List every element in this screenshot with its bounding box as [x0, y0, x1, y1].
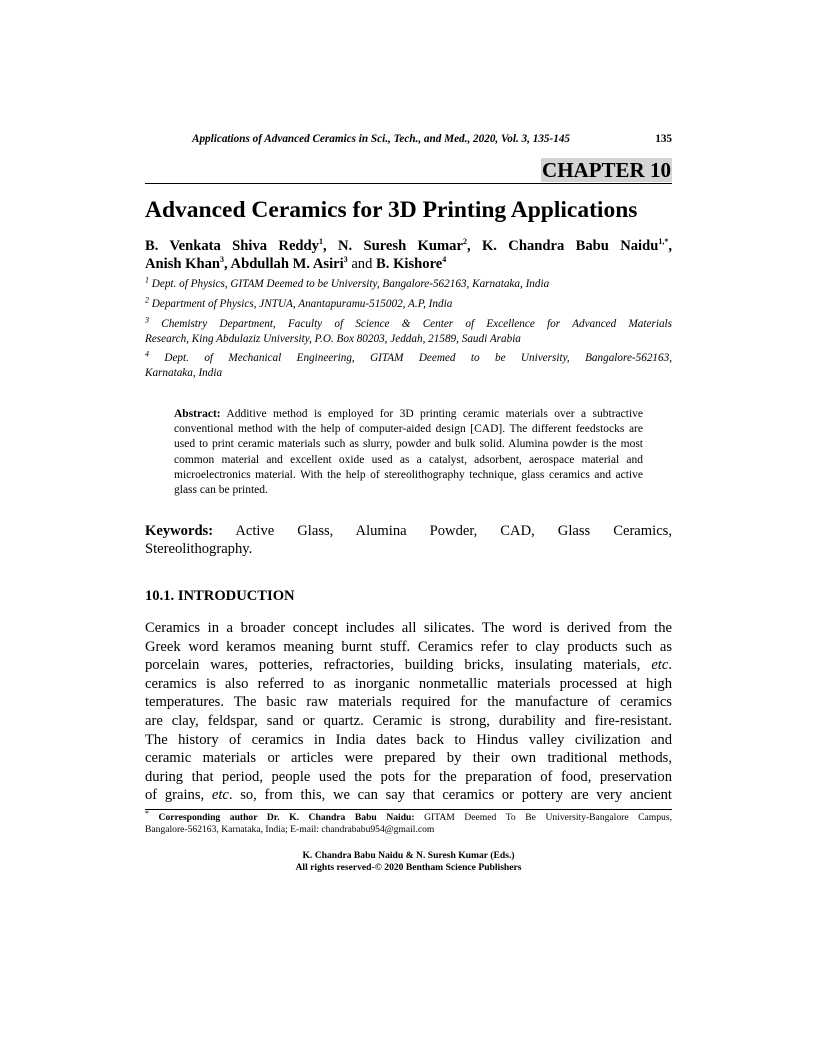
- author-4-sup: 3: [220, 255, 225, 265]
- author-6-sup: 4: [442, 255, 447, 265]
- keywords-line1: Active Glass, Alumina Powder, CAD, Glass Ceramics,: [213, 523, 672, 539]
- body-line: porcelain wares, potteries, refractories, building bricks, insulating materials, etc.: [145, 657, 672, 674]
- year: , 2020,: [467, 133, 502, 145]
- author-1: B. Venkata Shiva Reddy: [145, 238, 319, 254]
- body-line: Ceramics in a broader concept includes all silicates. The word is derived from the: [145, 620, 672, 636]
- author-list-line1: [145, 237, 672, 255]
- abstract: [174, 407, 643, 498]
- author-6: B. Kishore: [376, 256, 443, 272]
- affiliation-2: $^2$ Department of Physics, JNTUA, Anantapuramu-515002, A.P, India: [145, 295, 453, 310]
- author-and: and: [347, 256, 377, 272]
- author-list-line2: [145, 255, 446, 273]
- body-line: ceramics is also referred to as inorganic nonmetallic materials processed at high: [145, 675, 672, 692]
- author-separator: ,: [668, 238, 672, 254]
- affiliation-3: $^3$ Chemistry Department, Faculty of Science & Center of Excellence for Advanced Materials Research, King Abdulaziz University, P.O. Box 80203, Jeddah, 21589, Saudi Arabia: [145, 315, 672, 345]
- chapter-label: CHAPTER 10: [542, 158, 671, 182]
- body-line: The history of ceramics in India dates back to Hindus valley civilization and: [145, 731, 672, 748]
- abstract-text: Additive method is employed for 3D printing ceramic materials over a subtractive conventional method with the help of computer-aided design [CAD]. The different feedstocks are used to print ceramic materials such as slurry, powder and bulk solid. Alumina powder is the most common material and excellent oxide used as a catalyst, adsorbent, aerospace material and microelectronics material. With the help of stereolithography technique, glass ceramics and active glass can be printed.: [174, 408, 643, 497]
- copyright-block: [145, 850, 672, 874]
- author-2-sup: 2: [462, 237, 467, 247]
- running-head: [192, 133, 672, 145]
- keywords-label: Keywords:: [145, 523, 214, 539]
- author-3-sup: 1,*: [658, 237, 669, 247]
- body-line: temperatures. The basic raw materials required for the manufacture of ceramics: [145, 694, 672, 711]
- body-line: are clay, feldspar, sand or quartz. Ceramic is strong, durability and fire-resistant.: [145, 712, 672, 729]
- affiliation-4: $^4$ Dept. of Mechanical Engineering, GITAM Deemed to be University, Bangalore-562163, Karnataka, India: [145, 349, 672, 379]
- section-heading: 10.1. INTRODUCTION: [145, 588, 295, 604]
- abstract-label: Abstract:: [174, 408, 221, 420]
- body-paragraph: [145, 619, 672, 805]
- author-3: , K. Chandra Babu Naidu: [466, 238, 659, 254]
- footnote-label: Corresponding author Dr. K. Chandra Babu Naidu:: [149, 812, 415, 823]
- footnote: * Corresponding author Dr. K. Chandra Babu Naidu: GITAM Deemed To Be University-Bangalore Campus, Bangalore-562163, Karnataka, India; E-mail: chandrababu954@gmail.com: [145, 808, 672, 835]
- keywords-line2: Stereolithography.: [145, 541, 253, 557]
- author-2: , N. Suresh Kumar: [322, 238, 463, 254]
- page-range: , 135-145: [527, 133, 571, 145]
- footnote-divider: [145, 809, 672, 810]
- footnote-email-line: Bangalore-562163, Karnataka, India; E-mail: chandrababu954@gmail.com: [145, 824, 435, 835]
- body-line: during that period, people used the pots for the preparation of food, preservation: [145, 768, 672, 785]
- affiliation-1: $^1$ Dept. of Physics, GITAM Deemed to be University, Bangalore-562163, Karnataka, India: [145, 275, 550, 290]
- author-4: Anish Khan: [145, 256, 221, 272]
- journal-title: Applications of Advanced Ceramics in Sci., Tech., and Med.: [192, 133, 468, 145]
- author-5: , Abdullah M. Asiri: [224, 256, 344, 272]
- author-5-sup: 3: [343, 255, 348, 265]
- body-line: Greek word keramos meaning burnt stuff. Ceramics refer to clay products such as: [145, 638, 672, 655]
- page-number: 135: [655, 133, 672, 145]
- chapter-divider: [145, 183, 672, 184]
- body-line: ceramic materials or articles were prepared by their own traditional methods,: [145, 750, 672, 767]
- rights-line: All rights reserved-© 2020 Bentham Science Publishers: [295, 862, 522, 873]
- body-line: of grains, etc. so, from this, we can say that ceramics or pottery are very ancient: [145, 787, 672, 804]
- keywords: [145, 522, 672, 558]
- editors-line: K. Chandra Babu Naidu & N. Suresh Kumar (Eds.): [302, 850, 515, 861]
- volume: Vol. 3: [501, 133, 528, 145]
- chapter-title: Advanced Ceramics for 3D Printing Applications: [145, 197, 638, 223]
- author-1-sup: 1: [318, 237, 323, 247]
